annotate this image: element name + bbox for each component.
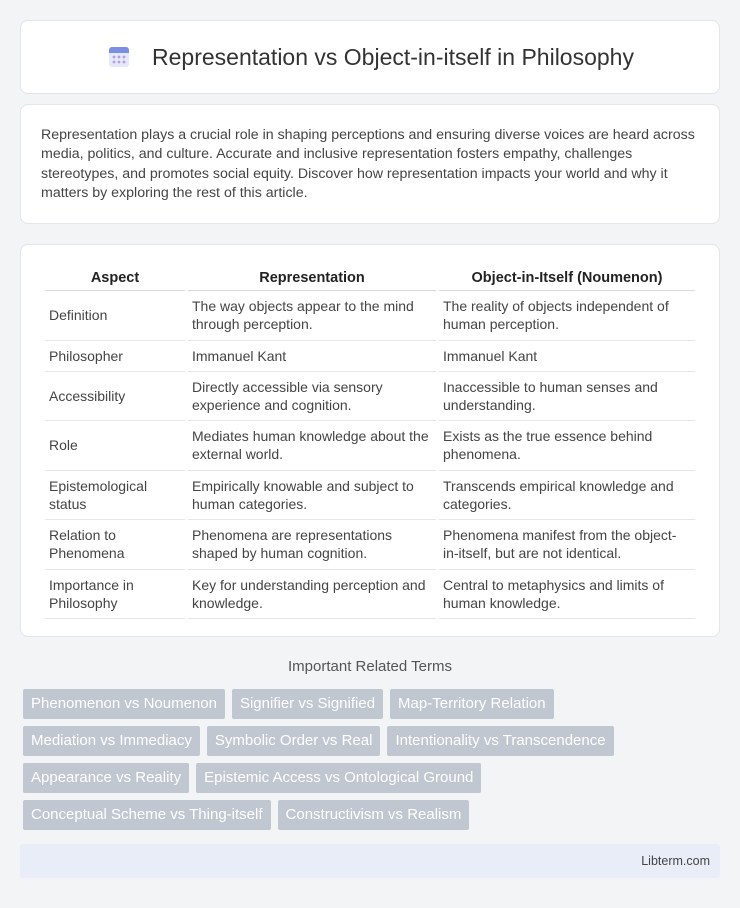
footer (20, 844, 720, 878)
table-cell: The reality of objects independent of human perception. (439, 291, 695, 341)
table-cell: Definition (45, 291, 185, 341)
comparison-table (42, 265, 698, 619)
intro-card (20, 104, 720, 224)
column-header-aspect: Aspect (45, 265, 185, 291)
table-cell: Key for understanding perception and knowledge. (188, 570, 436, 620)
table-cell: Transcends empirical knowledge and categories. (439, 471, 695, 521)
table-row (45, 520, 695, 570)
table-row (45, 341, 695, 372)
table-cell: Immanuel Kant (439, 341, 695, 372)
document-grid-icon (106, 44, 132, 70)
table-cell: Phenomena are representations shaped by human cognition. (188, 520, 436, 570)
related-term-tag[interactable]: Conceptual Scheme vs Thing-itself (23, 800, 271, 830)
table-cell: Exists as the true essence behind phenomena. (439, 421, 695, 471)
table-cell: Empirically knowable and subject to human categories. (188, 471, 436, 521)
intro-text: Representation plays a crucial role in shaping perceptions and ensuring diverse voices are heard across media, politics, and culture. Accurate and inclusive representation fosters empathy, challenges stereotypes, and promotes social equity. Discover how representation impacts your world and why it matters by exploring the rest of this article. (41, 127, 695, 201)
table-cell: Role (45, 421, 185, 471)
page-title: Representation vs Object-in-itself in Philosophy (152, 43, 634, 70)
tag-row (23, 726, 723, 756)
related-terms-title: Important Related Terms (288, 658, 452, 675)
table-cell: Phenomena manifest from the object-in-itself, but are not identical. (439, 520, 695, 570)
table-header-row (45, 265, 695, 291)
comparison-table-card (20, 244, 720, 637)
table-row (45, 570, 695, 620)
related-term-tag[interactable]: Mediation vs Immediacy (23, 726, 200, 756)
table-cell: Importance in Philosophy (45, 570, 185, 620)
column-header-object-in-itself: Object-in-Itself (Noumenon) (439, 265, 695, 291)
related-term-tag[interactable]: Appearance vs Reality (23, 763, 189, 793)
table-cell: Accessibility (45, 372, 185, 422)
tag-row (23, 800, 723, 830)
table-cell: Directly accessible via sensory experience and cognition. (188, 372, 436, 422)
related-term-tag[interactable]: Map-Territory Relation (390, 689, 554, 719)
related-term-tag[interactable]: Phenomenon vs Noumenon (23, 689, 225, 719)
related-term-tag[interactable]: Epistemic Access vs Ontological Ground (196, 763, 481, 793)
table-row (45, 291, 695, 341)
table-cell: Philosopher (45, 341, 185, 372)
header-card (20, 20, 720, 94)
related-term-tag[interactable]: Signifier vs Signified (232, 689, 383, 719)
table-row (45, 421, 695, 471)
table-cell: Immanuel Kant (188, 341, 436, 372)
tag-row (23, 763, 723, 793)
related-terms-list (23, 689, 723, 837)
table-row (45, 471, 695, 521)
table-cell: Mediates human knowledge about the external world. (188, 421, 436, 471)
tag-row (23, 689, 723, 719)
table-cell: The way objects appear to the mind through perception. (188, 291, 436, 341)
table-cell: Inaccessible to human senses and understanding. (439, 372, 695, 422)
related-term-tag[interactable]: Constructivism vs Realism (278, 800, 470, 830)
related-term-tag[interactable]: Symbolic Order vs Real (207, 726, 381, 756)
related-term-tag[interactable]: Intentionality vs Transcendence (387, 726, 613, 756)
table-cell: Central to metaphysics and limits of human knowledge. (439, 570, 695, 620)
column-header-representation: Representation (188, 265, 436, 291)
table-row (45, 372, 695, 422)
table-cell: Relation to Phenomena (45, 520, 185, 570)
table-cell: Epistemological status (45, 471, 185, 521)
footer-site-link[interactable]: Libterm.com (641, 854, 710, 868)
